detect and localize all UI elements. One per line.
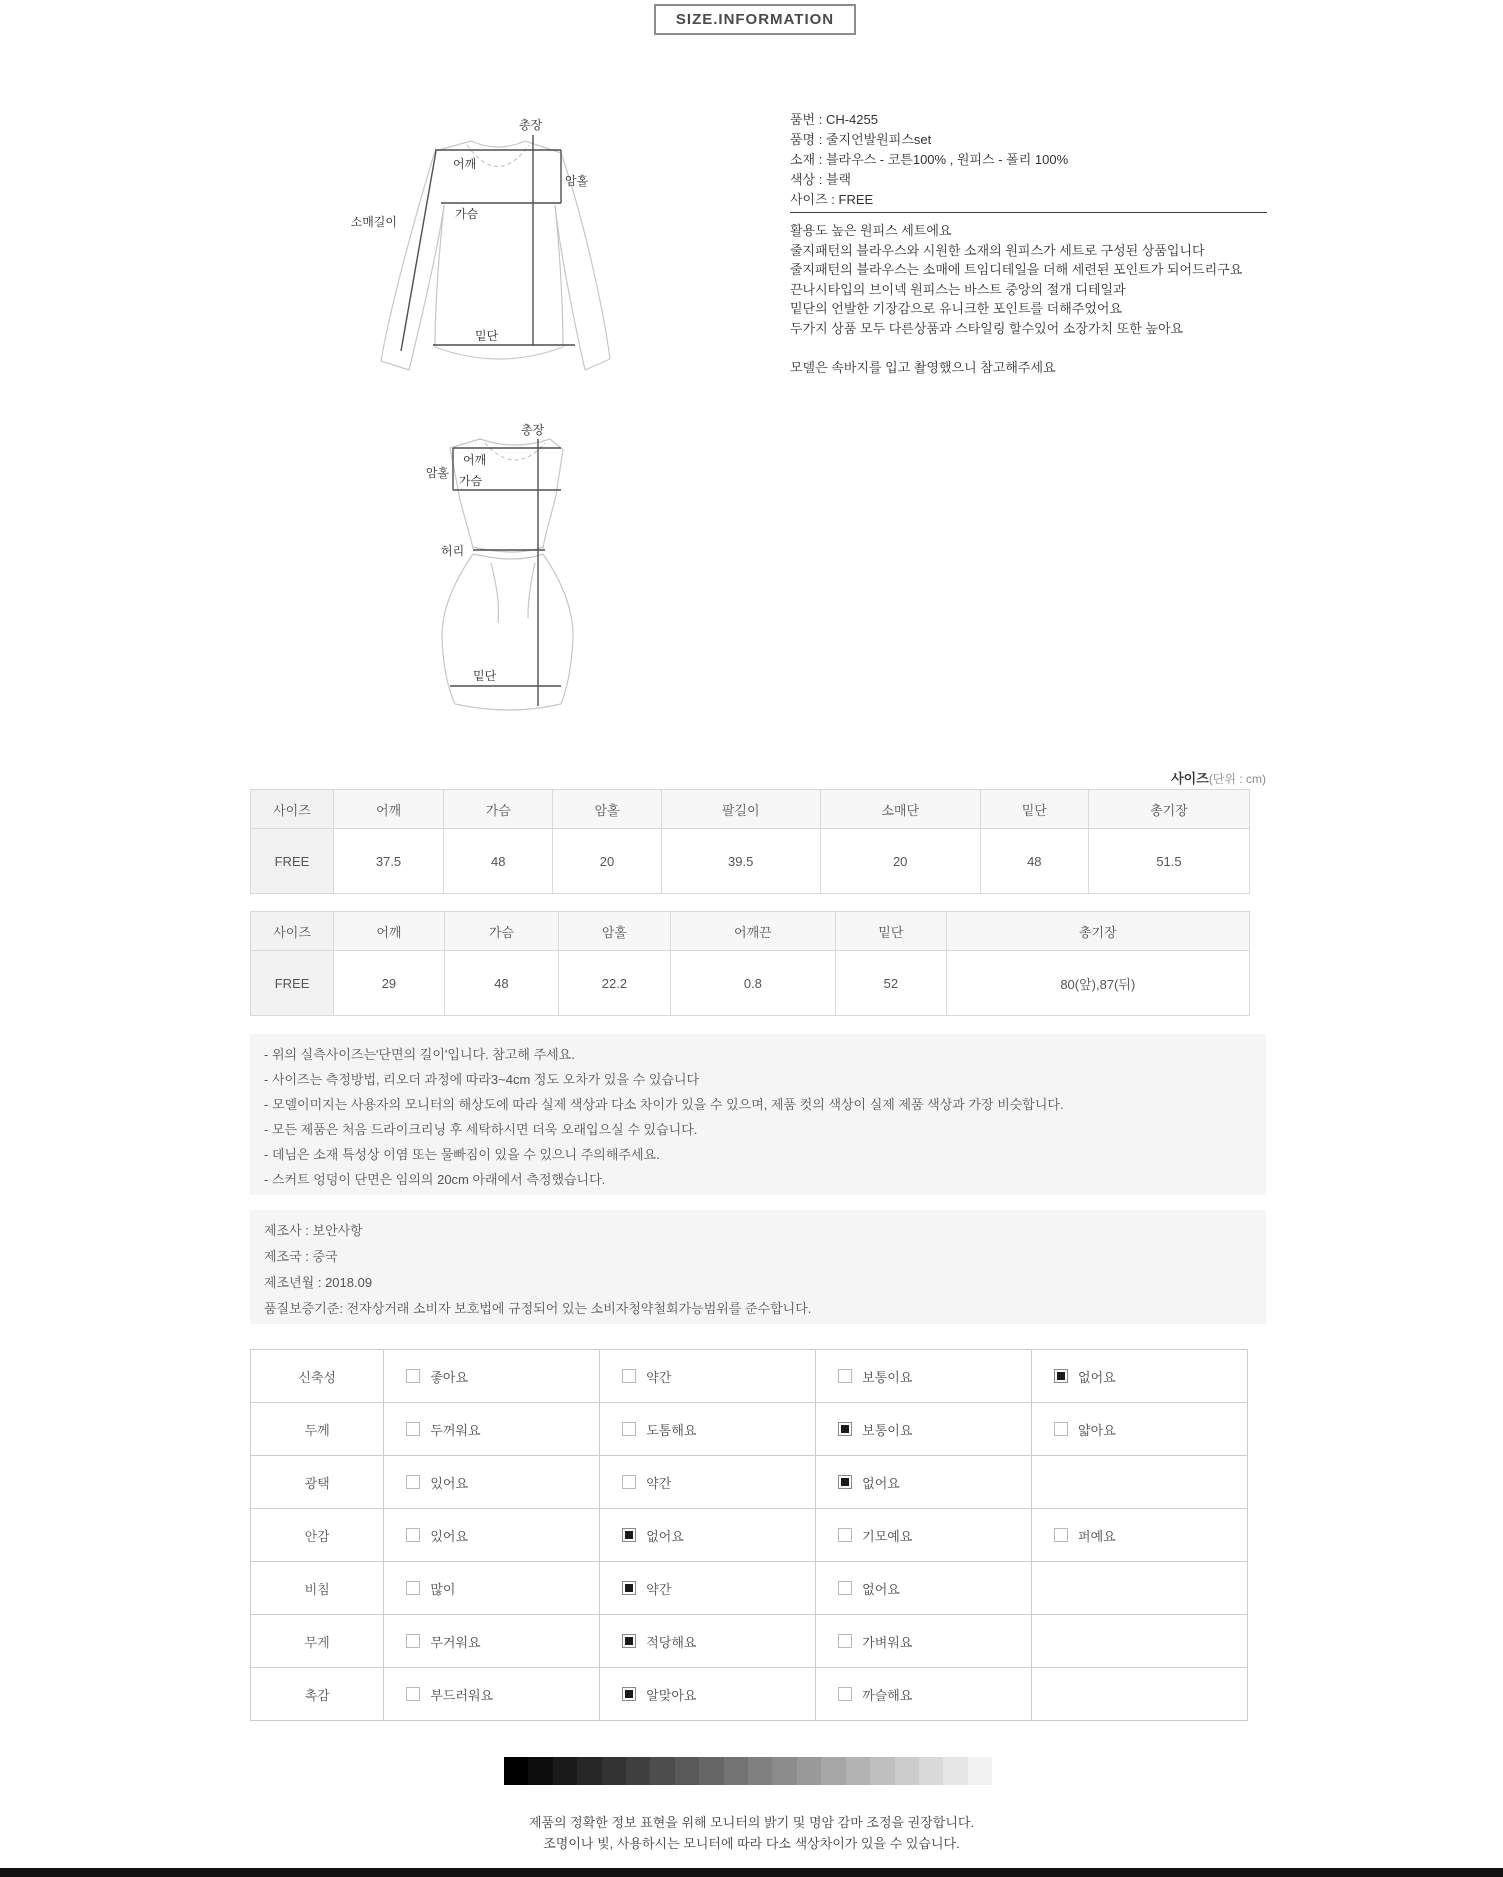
size-table-header-cell: 암홀 [553, 790, 661, 829]
dress-label-shoulder: 어깨 [463, 453, 487, 467]
grayscale-step [650, 1757, 674, 1785]
checkbox-checked-icon [622, 1634, 636, 1648]
grayscale-step [602, 1757, 626, 1785]
checkbox-unchecked-icon [1054, 1528, 1068, 1542]
size-table-header-row [251, 790, 1250, 829]
attr-row [251, 1668, 1248, 1721]
product-info-line: 품번 : CH-4255 [790, 112, 878, 127]
grayscale-step [797, 1757, 821, 1785]
size-table-cell: 29 [334, 951, 445, 1016]
fabric-attributes-table [250, 1349, 1248, 1721]
manufacturer-line: 제조국 : 중국 [264, 1249, 338, 1264]
blouse-label-chest: 가슴 [455, 207, 479, 221]
attr-table-body [251, 1350, 1248, 1721]
grayscale-step [504, 1757, 528, 1785]
size-unit-bold: 사이즈 [1171, 771, 1209, 786]
checkbox-unchecked-icon [406, 1581, 420, 1595]
manufacturer-info-panel [250, 1210, 1266, 1324]
size-unit-rest: (단위 : cm) [1208, 772, 1266, 786]
description-line: 활용도 높은 원피스 세트에요 [790, 223, 952, 238]
attr-option-cell [1032, 1509, 1248, 1562]
attr-option-cell [600, 1403, 816, 1456]
product-info [790, 110, 1270, 210]
size-table-row [251, 951, 1250, 1016]
grayscale-step [772, 1757, 796, 1785]
attr-option-label: 보통이요 [862, 1369, 913, 1385]
checkbox-unchecked-icon [838, 1369, 852, 1383]
dress-label-armhole: 암홀 [425, 466, 449, 480]
size-table-cell: 20 [553, 829, 661, 894]
dress-label-total-length: 총장 [521, 423, 545, 437]
checkbox-unchecked-icon [406, 1634, 420, 1648]
attr-option-label: 기모예요 [862, 1528, 913, 1544]
size-table-body [251, 951, 1250, 1016]
size-table-header-cell: 밑단 [836, 912, 947, 951]
blouse-label-total-length: 총장 [519, 118, 543, 132]
attr-row-label: 두께 [251, 1403, 384, 1456]
attr-option-label: 없어요 [1078, 1369, 1116, 1385]
checkbox-unchecked-icon [838, 1581, 852, 1595]
attr-option-label: 약간 [646, 1369, 672, 1385]
checkbox-unchecked-icon [838, 1687, 852, 1701]
blouse-label-shoulder: 어깨 [453, 157, 477, 171]
checkbox-unchecked-icon [406, 1687, 420, 1701]
product-info-line: 소재 : 블라우스 - 코튼100% , 원피스 - 폴리 100% [790, 152, 1069, 167]
attr-option-cell [384, 1456, 600, 1509]
checkbox-checked-icon [838, 1422, 852, 1436]
attr-option-label: 보통이요 [862, 1422, 913, 1438]
grayscale-step [528, 1757, 552, 1785]
note-line: - 사이즈는 측정방법, 리오더 과정에 따라3~4cm 정도 오차가 있을 수 있습니다 [264, 1072, 700, 1087]
size-table-header-cell: 가슴 [444, 790, 553, 829]
size-table-head [251, 912, 1250, 951]
attr-option-cell [384, 1350, 600, 1403]
description-line: 끈나시타입의 브이넥 원피스는 바스트 중앙의 절개 디테일과 [790, 281, 1126, 297]
dress-size-table [250, 911, 1250, 1016]
attr-option-label: 없어요 [646, 1528, 684, 1544]
size-table-cell: 52 [836, 951, 947, 1016]
attr-option-cell [1032, 1668, 1248, 1721]
attr-row [251, 1403, 1248, 1456]
attr-option-cell [600, 1509, 816, 1562]
attr-row [251, 1509, 1248, 1562]
attr-option-cell [816, 1509, 1032, 1562]
grayscale-step [919, 1757, 943, 1785]
attr-option-label: 얇아요 [1078, 1422, 1116, 1438]
attr-option-label: 약간 [646, 1475, 672, 1491]
attr-option-label: 두꺼워요 [430, 1422, 481, 1438]
size-table-header-cell: 팔길이 [661, 790, 820, 829]
attr-row [251, 1350, 1248, 1403]
attr-option-label: 없어요 [862, 1581, 900, 1597]
grayscale-step [870, 1757, 894, 1785]
checkbox-checked-icon [1054, 1369, 1068, 1383]
size-table-head [251, 790, 1250, 829]
checkbox-unchecked-icon [622, 1422, 636, 1436]
measurement-notes-panel [250, 1034, 1266, 1195]
dress-measurement-diagram [395, 421, 635, 766]
manufacturer-line: 제조사 : 보안사항 [264, 1223, 363, 1238]
attr-option-label: 없어요 [862, 1475, 900, 1491]
section-title-text: SIZE.INFORMATION [675, 11, 835, 28]
size-table-header-cell: 소매단 [820, 790, 980, 829]
attr-row-label: 촉감 [251, 1668, 384, 1721]
attr-row-label: 무게 [251, 1615, 384, 1668]
grayscale-step [895, 1757, 919, 1785]
size-table-header-cell: 암홀 [559, 912, 671, 951]
grayscale-step [821, 1757, 845, 1785]
size-table-header-cell: 사이즈 [251, 912, 334, 951]
attr-option-label: 도톰해요 [646, 1422, 697, 1438]
attr-option-cell [384, 1668, 600, 1721]
size-table-header-cell: 사이즈 [251, 790, 334, 829]
size-table-cell: 39.5 [661, 829, 820, 894]
attr-option-cell [816, 1615, 1032, 1668]
attr-option-label: 좋아요 [430, 1369, 469, 1385]
checkbox-checked-icon [622, 1581, 636, 1595]
attr-row-label: 신축성 [251, 1350, 384, 1403]
size-table-body [251, 829, 1250, 894]
attr-option-cell [816, 1562, 1032, 1615]
attr-option-cell [816, 1668, 1032, 1721]
attr-option-cell [384, 1562, 600, 1615]
attr-option-label: 적당해요 [646, 1634, 697, 1650]
checkbox-unchecked-icon [838, 1528, 852, 1542]
size-table-cell: 37.5 [333, 829, 443, 894]
attr-row-label: 비침 [251, 1562, 384, 1615]
dress-label-hem: 밑단 [473, 669, 497, 683]
grayscale-step [943, 1757, 967, 1785]
grayscale-step [675, 1757, 699, 1785]
dress-label-chest: 가슴 [459, 474, 483, 488]
attr-option-cell [1032, 1403, 1248, 1456]
attr-option-cell [1032, 1456, 1248, 1509]
note-line: - 모델이미지는 사용자의 모니터의 해상도에 따라 실제 색상과 다소 차이가 있을 수 있으며, 제품 컷의 색상이 실제 제품 색상과 가장 비슷합니다. [264, 1097, 1064, 1112]
checkbox-unchecked-icon [622, 1475, 636, 1489]
description-line: 두가지 상품 모두 다른상품과 스타일링 할수있어 소장가치 또한 높아요 [790, 320, 1184, 336]
note-line: - 위의 실측사이즈는'단면의 길이'입니다. 참고해 주세요. [264, 1047, 575, 1062]
description-line: 줄지패턴의 블라우스와 시원한 소재의 원피스가 세트로 구성된 상품입니다 [790, 242, 1205, 258]
attr-option-cell [1032, 1350, 1248, 1403]
product-description [790, 221, 1280, 338]
size-table-header-cell: 가슴 [444, 912, 558, 951]
size-table-header-cell: 밑단 [980, 790, 1088, 829]
description-line: 밑단의 언발한 기장감으로 유니크한 포인트를 더해주었어요 [790, 301, 1123, 316]
attr-option-label: 많이 [430, 1581, 456, 1597]
attr-option-cell [816, 1403, 1032, 1456]
grayscale-step [968, 1757, 992, 1785]
attr-option-label: 있어요 [430, 1475, 469, 1491]
attr-option-cell [600, 1562, 816, 1615]
attr-row [251, 1615, 1248, 1668]
size-table-header-cell: 어깨 [334, 912, 445, 951]
attr-option-label: 무거워요 [430, 1634, 481, 1650]
attr-option-cell [1032, 1615, 1248, 1668]
size-table-cell: 80(앞),87(뒤) [946, 951, 1249, 1016]
attr-option-label: 가벼워요 [862, 1634, 913, 1650]
attr-option-cell [600, 1456, 816, 1509]
attr-row-label: 광택 [251, 1456, 384, 1509]
size-table-cell: 20 [820, 829, 980, 894]
blouse-label-armhole: 암홀 [565, 174, 589, 188]
attr-option-cell [600, 1668, 816, 1721]
attr-option-cell [600, 1350, 816, 1403]
product-info-line: 사이즈 : FREE [790, 192, 874, 207]
manufacturer-line: 제조년월 : 2018.09 [264, 1275, 373, 1290]
checkbox-unchecked-icon [622, 1369, 636, 1383]
description-line: 줄지패턴의 블라우스는 소매에 트임디테일을 더해 세련된 포인트가 되어드리구요 [790, 262, 1243, 277]
size-unit-label [966, 768, 1266, 787]
blouse-label-hem: 밑단 [475, 329, 499, 343]
attr-option-cell [816, 1456, 1032, 1509]
size-table-header-cell: 총기장 [1088, 790, 1249, 829]
attr-option-label: 약간 [646, 1581, 672, 1597]
grayscale-step [724, 1757, 748, 1785]
checkbox-checked-icon [838, 1475, 852, 1489]
blouse-measurement-diagram [293, 93, 643, 398]
monitor-notice-line: 제품의 정확한 정보 표현을 위해 모니터의 밝기 및 명암 감마 조정을 권장합니다. [528, 1815, 975, 1830]
attr-option-cell [384, 1509, 600, 1562]
attr-option-cell [384, 1615, 600, 1668]
size-table-header-cell: 총기장 [946, 912, 1249, 951]
blouse-measure-lines [401, 135, 575, 351]
attr-option-cell [1032, 1562, 1248, 1615]
blouse-size-table [250, 789, 1250, 894]
attr-option-label: 있어요 [430, 1528, 469, 1544]
checkbox-unchecked-icon [406, 1369, 420, 1383]
size-table-cell: 22.2 [559, 951, 671, 1016]
grayscale-step [748, 1757, 772, 1785]
attr-option-cell [384, 1403, 600, 1456]
monitor-notice-line: 조명이나 빛, 사용하시는 모니터에 따라 다소 색상차이가 있을 수 있습니다. [543, 1836, 960, 1851]
checkbox-checked-icon [622, 1687, 636, 1701]
size-table-cell: 51.5 [1088, 829, 1249, 894]
dress-label-waist: 허리 [441, 544, 465, 558]
size-table-header-cell: 어깨끈 [670, 912, 835, 951]
product-info-line: 색상 : 블랙 [790, 172, 852, 187]
attr-option-label: 부드러워요 [430, 1687, 494, 1703]
checkbox-unchecked-icon [406, 1422, 420, 1436]
checkbox-unchecked-icon [1054, 1422, 1068, 1436]
attr-option-label: 알맞아요 [646, 1687, 697, 1703]
grayscale-step [577, 1757, 601, 1785]
size-table-cell: 0.8 [670, 951, 835, 1016]
attr-row-label: 안감 [251, 1509, 384, 1562]
attr-option-label: 퍼예요 [1078, 1528, 1116, 1544]
note-line: - 스커트 엉덩이 단면은 임의의 20cm 아래에서 측정했습니다. [264, 1172, 606, 1187]
manufacturer-line: 품질보증기준: 전자상거래 소비자 보호법에 규정되어 있는 소비자청약철회가능범위를 준수합니다. [264, 1301, 812, 1316]
attr-option-label: 까슬해요 [862, 1687, 913, 1703]
info-divider [790, 212, 1267, 213]
bottom-divider-bar [0, 1868, 1503, 1877]
attr-option-cell [816, 1350, 1032, 1403]
note-line: - 데님은 소재 특성상 이염 또는 물빠짐이 있을 수 있으니 주의해주세요. [264, 1147, 660, 1162]
size-table-cell: FREE [251, 951, 334, 1016]
section-title [654, 4, 856, 35]
size-table-cell: 48 [980, 829, 1088, 894]
blouse-label-sleeve-length: 소매길이 [350, 215, 397, 229]
attr-row [251, 1562, 1248, 1615]
checkbox-checked-icon [622, 1528, 636, 1542]
grayscale-step [626, 1757, 650, 1785]
size-table-cell: FREE [251, 829, 334, 894]
checkbox-unchecked-icon [406, 1528, 420, 1542]
size-table-cell: 48 [444, 829, 553, 894]
size-table-header-cell: 어깨 [333, 790, 443, 829]
size-table-cell: 48 [444, 951, 558, 1016]
note-line: - 모든 제품은 처음 드라이크리닝 후 세탁하시면 더욱 오래입으실 수 있습니다. [264, 1122, 698, 1137]
grayscale-step [846, 1757, 870, 1785]
grayscale-calibration-bar [504, 1757, 992, 1785]
checkbox-unchecked-icon [838, 1634, 852, 1648]
grayscale-step [553, 1757, 577, 1785]
checkbox-unchecked-icon [406, 1475, 420, 1489]
size-table-header-row [251, 912, 1250, 951]
attr-row [251, 1456, 1248, 1509]
monitor-notice [0, 1812, 1503, 1854]
attr-option-cell [600, 1615, 816, 1668]
model-note: 모델은 속바지를 입고 촬영했으니 참고해주세요 [790, 360, 1056, 375]
size-table-row [251, 829, 1250, 894]
grayscale-step [699, 1757, 723, 1785]
product-info-line: 품명 : 줄지언발원피스set [790, 132, 932, 147]
